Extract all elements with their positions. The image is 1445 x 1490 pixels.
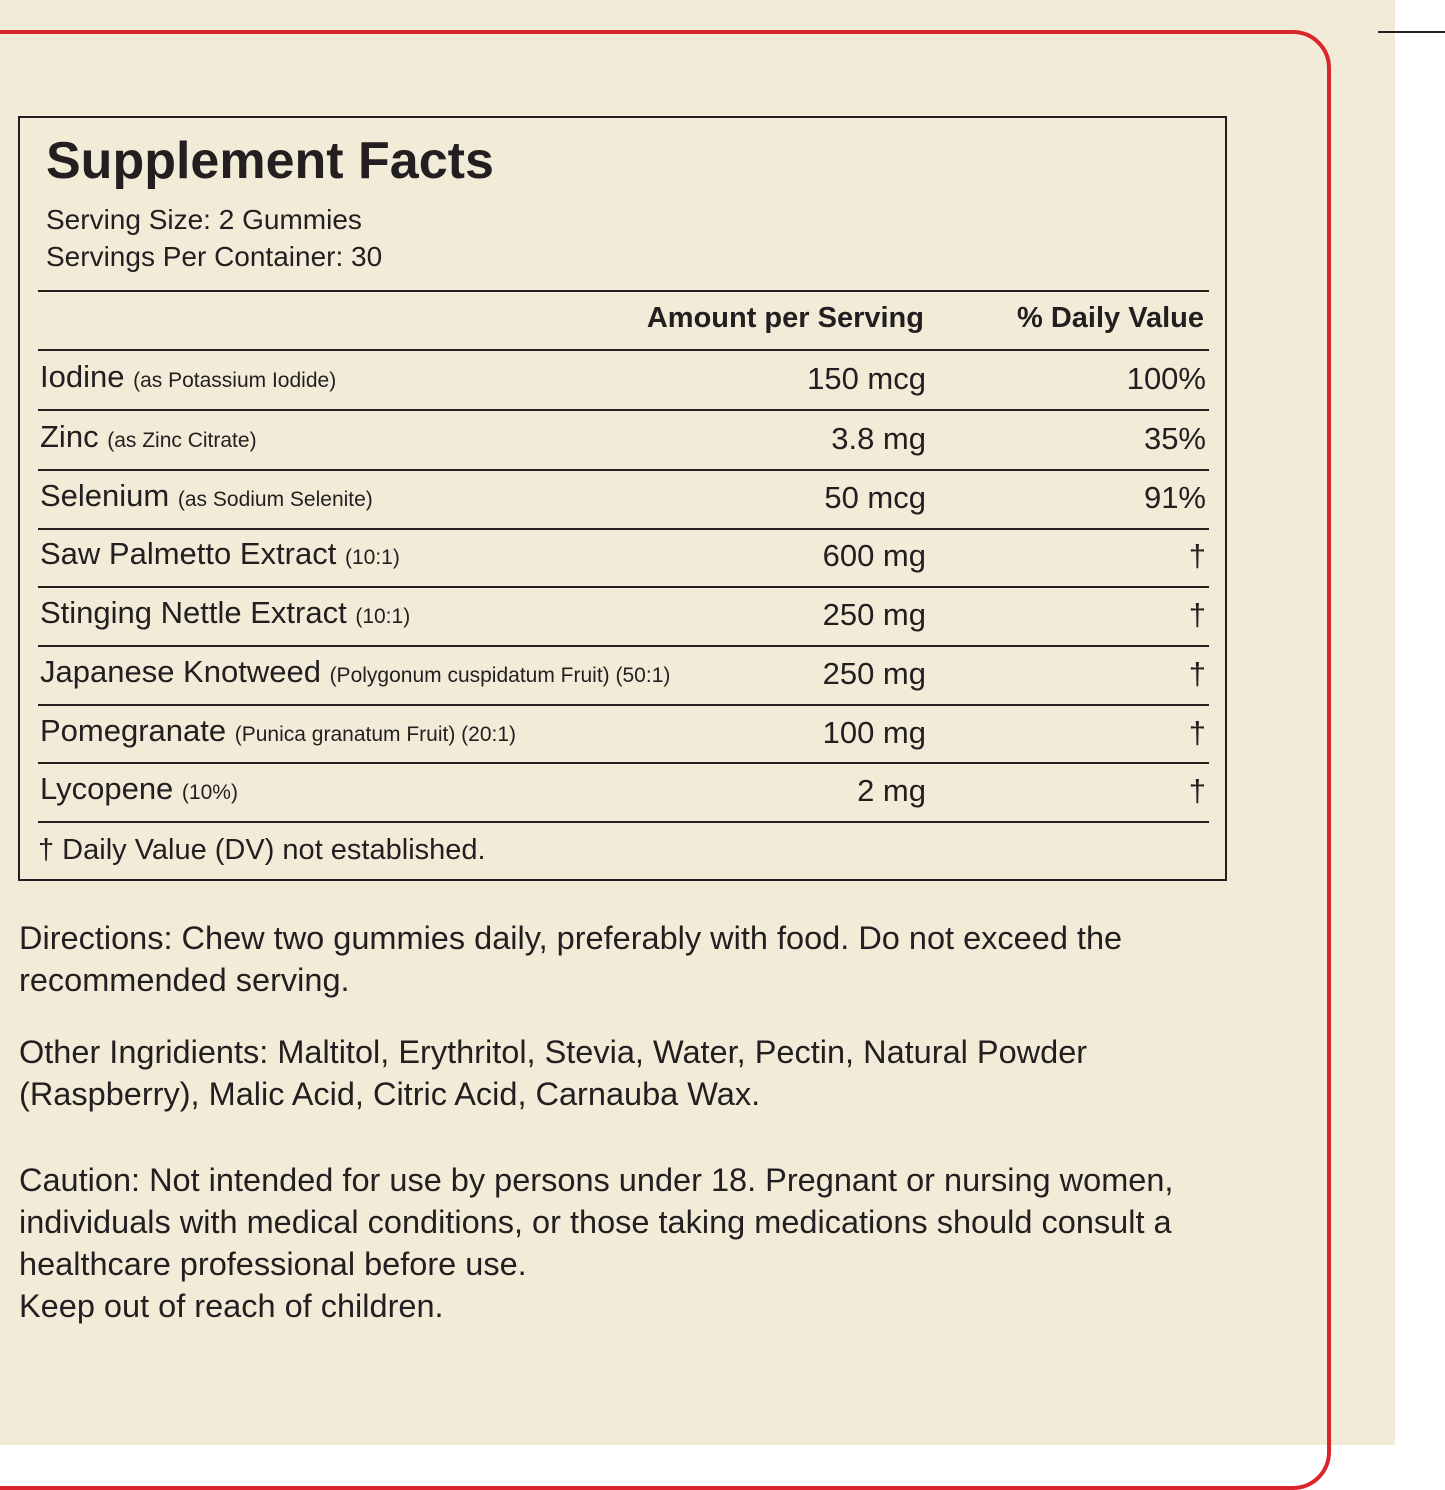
other-ingredients-text: Other Ingridients: Maltitol, Erythritol, Stevia, Water, Pectin, Natural Powder (Raspberry), Malic Acid, Citric Acid, Carnauba Wax. bbox=[19, 1034, 1088, 1112]
nutrient-dv: † bbox=[1188, 538, 1206, 573]
dv-footnote: † Daily Value (DV) not established. bbox=[38, 834, 486, 866]
nutrient-dv: 91% bbox=[1143, 480, 1206, 515]
nutrient-amount: 250 mg bbox=[822, 597, 926, 632]
caution-text: Caution: Not intended for use by persons under 18. Pregnant or nursing women, individuals with medical conditions, or those taking medications should consult a healthcare professional before use. bbox=[19, 1162, 1174, 1282]
nutrient-name: Lycopene (10%) bbox=[40, 771, 238, 806]
nutrient-dv: 100% bbox=[1126, 361, 1206, 396]
nutrient-amount: 100 mg bbox=[822, 715, 926, 750]
keep-out-text: Keep out of reach of children. bbox=[19, 1288, 444, 1324]
nutrient-row-selenium bbox=[38, 469, 1209, 527]
serving-size: Serving Size: 2 Gummies bbox=[46, 204, 362, 235]
nutrient-amount: 150 mcg bbox=[807, 361, 926, 396]
header-rule bbox=[38, 290, 1209, 292]
directions-text: Directions: Chew two gummies daily, preferably with food. Do not exceed the recommended serving. bbox=[19, 920, 1123, 998]
nutrient-amount: 50 mcg bbox=[824, 480, 926, 515]
nutrient-amount: 600 mg bbox=[822, 538, 926, 573]
header-amount-per-serving: Amount per Serving bbox=[646, 302, 924, 334]
nutrient-amount: 3.8 mg bbox=[831, 421, 926, 456]
nutrient-dv: † bbox=[1188, 656, 1206, 691]
nutrient-row-zinc bbox=[38, 410, 1209, 468]
nutrient-name: Saw Palmetto Extract (10:1) bbox=[40, 536, 400, 571]
nutrient-name: Iodine (as Potassium Iodide) bbox=[40, 359, 337, 394]
header-daily-value: % Daily Value bbox=[1017, 302, 1204, 334]
nutrient-amount: 2 mg bbox=[857, 773, 926, 808]
nutrient-row-iodine bbox=[38, 350, 1209, 408]
caution-block bbox=[19, 1159, 1269, 1327]
nutrient-name: Selenium (as Sodium Selenite) bbox=[40, 478, 373, 513]
nutrient-name: Pomegranate (Punica granatum Fruit) (20:1) bbox=[40, 713, 517, 748]
nutrient-dv: † bbox=[1188, 773, 1206, 808]
corner-rule bbox=[1378, 31, 1445, 33]
nutrient-name: Japanese Knotweed (Polygonum cuspidatum Fruit) (50:1) bbox=[40, 654, 671, 689]
nutrient-dv: 35% bbox=[1143, 421, 1206, 456]
nutrient-name: Zinc (as Zinc Citrate) bbox=[40, 419, 257, 454]
nutrient-row-pomegranate bbox=[38, 704, 1209, 762]
servings-per-container: Servings Per Container: 30 bbox=[46, 241, 383, 272]
nutrient-row-lycopene bbox=[38, 762, 1209, 820]
footer-rule bbox=[38, 821, 1209, 823]
nutrient-dv: † bbox=[1188, 597, 1206, 632]
nutrient-row-saw-palmetto bbox=[38, 527, 1209, 585]
supplement-facts-box bbox=[18, 116, 1227, 881]
nutrient-row-japanese-knotweed bbox=[38, 645, 1209, 703]
nutrient-name: Stinging Nettle Extract (10:1) bbox=[40, 595, 411, 630]
nutrient-dv: † bbox=[1188, 715, 1206, 750]
nutrient-row-stinging-nettle bbox=[38, 586, 1209, 644]
nutrient-amount: 250 mg bbox=[822, 656, 926, 691]
facts-title: Supplement Facts bbox=[46, 132, 494, 190]
